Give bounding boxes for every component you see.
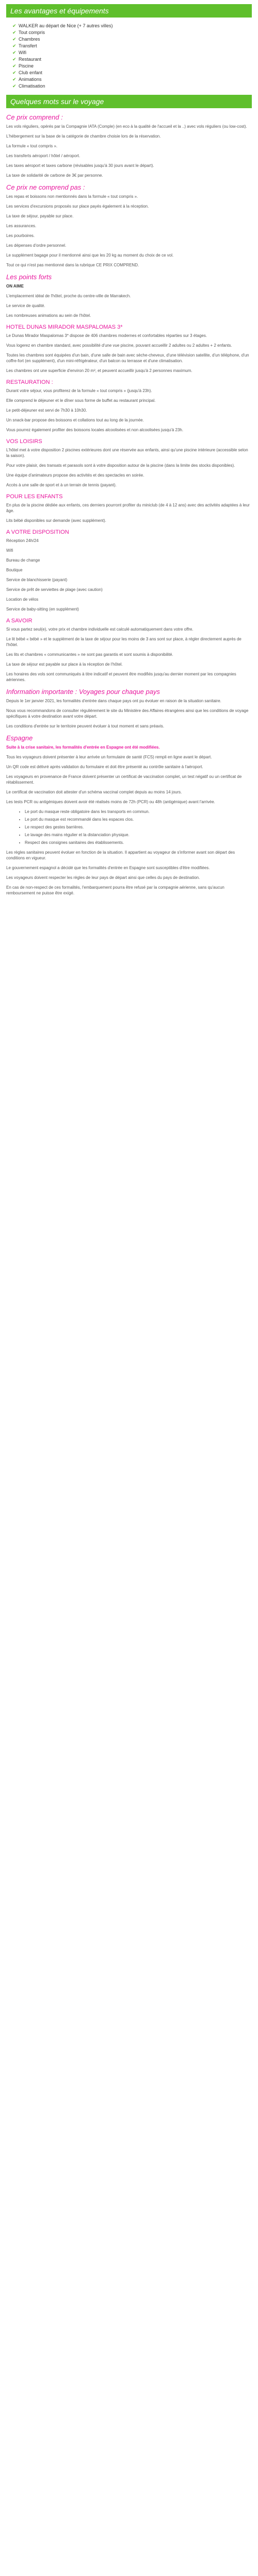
- paragraph: Réception 24h/24: [6, 538, 39, 543]
- paragraph: Location de vélos: [6, 597, 39, 602]
- paragraph: Une équipe d'animateurs propose des activités et des spectacles en soirée.: [6, 473, 144, 478]
- section-title: Ce prix ne comprend pas :: [6, 183, 85, 191]
- paragraph: Le supplément bagage pour il mentionné ainsi que les 20 kg au moment du choix de ce vol.: [6, 253, 174, 258]
- section-title: Ce prix comprend :: [6, 113, 63, 121]
- advantage-item: ✔ Club enfant: [12, 70, 258, 76]
- advantage-item: ✔ Tout compris: [12, 29, 258, 36]
- advantage-item: ✔ Animations: [12, 76, 258, 83]
- questions-title: Quelques mots sur le voyage: [10, 97, 104, 106]
- paragraph: Accès à une salle de sport et à un terrain de tennis (payant).: [6, 483, 117, 487]
- list-item: • Le respect des gestes barrières.: [25, 824, 252, 830]
- paragraph: Les transferts aéroport / hôtel / aéroport.: [6, 154, 80, 158]
- paragraph: Boutique: [6, 568, 23, 572]
- advantages-list: [0, 23, 258, 90]
- paragraph: En plus de la piscine dédiée aux enfants, ces derniers pourront profiter du miniclub (de 4 à 12 ans) avec des activités adaptées à leur âge.: [6, 503, 250, 513]
- paragraph: Le service de qualité.: [6, 303, 45, 308]
- paragraph: Le Dunas Mirador Maspalomas 3* dispose de 406 chambres modernes et confortables réparties sur 3 étages.: [6, 333, 207, 338]
- subsection-title: ON AIME: [6, 284, 24, 289]
- paragraph: Les assurances.: [6, 224, 37, 228]
- paragraph: Le lit bébé « bébé » et le supplément de la taxe de séjour pour les moins de 3 ans sont sur place, à régler directement auprès de l'hôtel.: [6, 637, 241, 647]
- list-item: • Respect des consignes sanitaires des établissements.: [25, 840, 252, 845]
- advantage-item: ✔ Restaurant: [12, 56, 258, 63]
- paragraph: Les tests PCR ou antigéniques doivent avoir été réalisés moins de 72h (PCR) ou 48h (antigénique) avant l'arrivée.: [6, 800, 215, 804]
- list-item: • Le port du masque est recommandé dans les espaces clos.: [25, 817, 252, 822]
- paragraph: L'hôtel met à votre disposition 2 piscines extérieures dont une réservée aux enfants, ainsi qu'une piscine intérieure (accessible selon la saison).: [6, 448, 248, 458]
- paragraph: Les lits et chambres « communicantes » ne sont pas garantis et sont soumis à disponibilité.: [6, 652, 173, 657]
- paragraph: La taxe de séjour est payable sur place à la réception de l'hôtel.: [6, 662, 123, 667]
- paragraph: Service de prêt de serviettes de plage (avec caution): [6, 587, 103, 592]
- paragraph: Elle comprend le déjeuner et le dîner sous forme de buffet au restaurant principal.: [6, 398, 156, 403]
- paragraph: Nous vous recommandons de consulter régulièrement le site du Ministère des Affaires étrangères ainsi que les conditions de voyage spécifiques à votre destination avant votre départ.: [6, 708, 249, 719]
- paragraph: Le certificat de vaccination doit attester d'un schéma vaccinal complet depuis au moins 14 jours.: [6, 790, 182, 794]
- paragraph: Vous logerez en chambre standard, avec possibilité d'une vue piscine, pouvant accueillir 2 adultes ou 2 adultes + 2 enfants.: [6, 343, 232, 348]
- section-title: Les points forts: [6, 273, 52, 281]
- paragraph: Les chambres ont une superficie d'environ 20 m², et peuvent accueillir jusqu'à 2 personnes maximum.: [6, 368, 192, 373]
- paragraph: Les services d'excursions proposés sur place payés également à la réception.: [6, 204, 149, 209]
- advantage-item: ✔ WALKER au départ de Nice (+ 7 autres villes): [12, 23, 258, 29]
- paragraph: Les pourboires.: [6, 233, 35, 238]
- paragraph: Service de blanchisserie (payant): [6, 578, 68, 582]
- paragraph: L'hébergement sur la base de la catégorie de chambre choisie lors de la réservation.: [6, 134, 161, 139]
- list-item: • Le port du masque reste obligatoire dans les transports en commun.: [25, 809, 252, 815]
- section-title: A SAVOIR: [6, 618, 33, 624]
- paragraph: Toutes les chambres sont équipées d'un bain, d'une salle de bain avec sèche-cheveux, d'une télévision satellite, d'un téléphone, d'un coffre-fort (en supplément), d'un mini-réfrigérateur, d'un balcon ou terrasse et d'une climatisation.: [6, 353, 249, 363]
- paragraph: Le petit-déjeuner est servi de 7h30 à 10h30.: [6, 408, 87, 413]
- paragraph: En cas de non-respect de ces formalités, l'embarquement pourra être refusé par la compagnie aérienne, sans qu'aucun remboursement ne puisse être exigé.: [6, 885, 224, 895]
- section-title: HOTEL DUNAS MIRADOR MASPALOMAS 3*: [6, 324, 123, 330]
- paragraph: Wifi: [6, 548, 13, 553]
- paragraph: Service de baby-sitting (en supplément): [6, 607, 79, 612]
- paragraph: Les voyageurs doivent respecter les règles de leur pays de départ ainsi que celles du pays de destination.: [6, 875, 200, 880]
- paragraph: Un QR code est délivré après validation du formulaire et doit être présenté au contrôle sanitaire à l'aéroport.: [6, 765, 203, 769]
- paragraph: L'emplacement idéal de l'hôtel, proche du centre-ville de Marrakech.: [6, 294, 131, 298]
- section-title: Information importante : Voyages pour chaque pays: [6, 688, 160, 696]
- paragraph: Un snack-bar propose des boissons et collations tout au long de la journée.: [6, 418, 144, 422]
- paragraph: Les repas et boissons non mentionnés dans la formule « tout compris ».: [6, 194, 138, 199]
- advantage-item: ✔ Piscine: [12, 63, 258, 70]
- advantage-item: ✔ Wifi: [12, 49, 258, 56]
- paragraph: Les règles sanitaires peuvent évoluer en fonction de la situation. Il appartient au voyageur de s'informer avant son départ des conditions en vigueur.: [6, 850, 235, 860]
- paragraph: Vous pourrez également profiter des boissons locales alcoolisées et non alcoolisées jusqu'à 23h.: [6, 428, 184, 432]
- advantage-item: ✔ Chambres: [12, 36, 258, 43]
- section-title: VOS LOISIRS: [6, 438, 42, 445]
- paragraph: Si vous partez seul(e), votre prix et chambre individuelle est calculé automatiquement dans votre offre.: [6, 627, 194, 632]
- paragraph: Depuis le 1er janvier 2021, les formalités d'entrée dans chaque pays ont pu évoluer en raison de la situation sanitaire.: [6, 699, 221, 703]
- questions-banner: [6, 95, 252, 108]
- paragraph: Pour votre plaisir, des transats et parasols sont à votre disposition autour de la piscine (dans la limite des stocks disponibles).: [6, 463, 235, 468]
- section-title: POUR LES ENFANTS: [6, 494, 63, 500]
- paragraph: Les conditions d'entrée sur le territoire peuvent évoluer à tout moment et sans préavis.: [6, 724, 165, 728]
- section-title: Espagne: [6, 734, 33, 742]
- paragraph: Tous les voyageurs doivent présenter à leur arrivée un formulaire de santé (FCS) rempli en ligne avant le départ.: [6, 755, 212, 759]
- rules-list: [6, 809, 252, 845]
- section-title: A VOTRE DISPOSITION: [6, 529, 69, 535]
- paragraph: Le gouvernement espagnol a décidé que les formalités d'entrée en Espagne sont susceptibles d'être modifiées.: [6, 866, 210, 870]
- advantages-title: Les avantages et équipements: [10, 7, 109, 15]
- paragraph: La taxe de séjour, payable sur place.: [6, 214, 74, 218]
- paragraph: La taxe de solidarité de carbone de 3€ par personne.: [6, 173, 103, 178]
- paragraph: Tout ce qui n'est pas mentionné dans la rubrique CE PRIX COMPREND.: [6, 263, 139, 267]
- advantages-banner: [6, 4, 252, 18]
- paragraph: Les vols réguliers, opérés par la Compagnie IATA (Comple) (en eco à la qualité de l'accueil et la ..) avec vols réguliers (ou low-cost).: [6, 124, 247, 129]
- paragraph: Les horaires des vols sont communiqués à titre indicatif et peuvent être modifiés jusqu'au dernier moment par les compagnies aériennes.: [6, 672, 236, 682]
- paragraph: Les nombreuses animations au sein de l'hôtel.: [6, 313, 91, 318]
- paragraph: Suite à la crise sanitaire, les formalités d'entrée en Espagne ont été modifiées.: [6, 745, 160, 750]
- section-title: RESTAURATION :: [6, 379, 53, 385]
- paragraph: Les taxes aéroport et taxes carbone (révisables jusqu'à 30 jours avant le départ).: [6, 163, 154, 168]
- paragraph: Les dépenses d'ordre personnel.: [6, 243, 67, 248]
- paragraph: Lits bébé disponibles sur demande (avec supplément).: [6, 518, 106, 523]
- paragraph: La formule « tout compris ».: [6, 144, 58, 148]
- paragraph: Bureau de change: [6, 558, 40, 563]
- paragraph: Durant votre séjour, vous profiterez de la formule « tout compris » (jusqu'à 23h).: [6, 388, 152, 393]
- advantage-item: ✔ Climatisation: [12, 83, 258, 90]
- list-item: • Le lavage des mains régulier et la distanciation physique.: [25, 832, 252, 838]
- paragraph: Les voyageurs en provenance de France doivent présenter un certificat de vaccination complet, un test négatif ou un certificat de rétablissement.: [6, 774, 242, 785]
- trip-details: [0, 113, 258, 896]
- advantage-item: ✔ Transfert: [12, 43, 258, 49]
